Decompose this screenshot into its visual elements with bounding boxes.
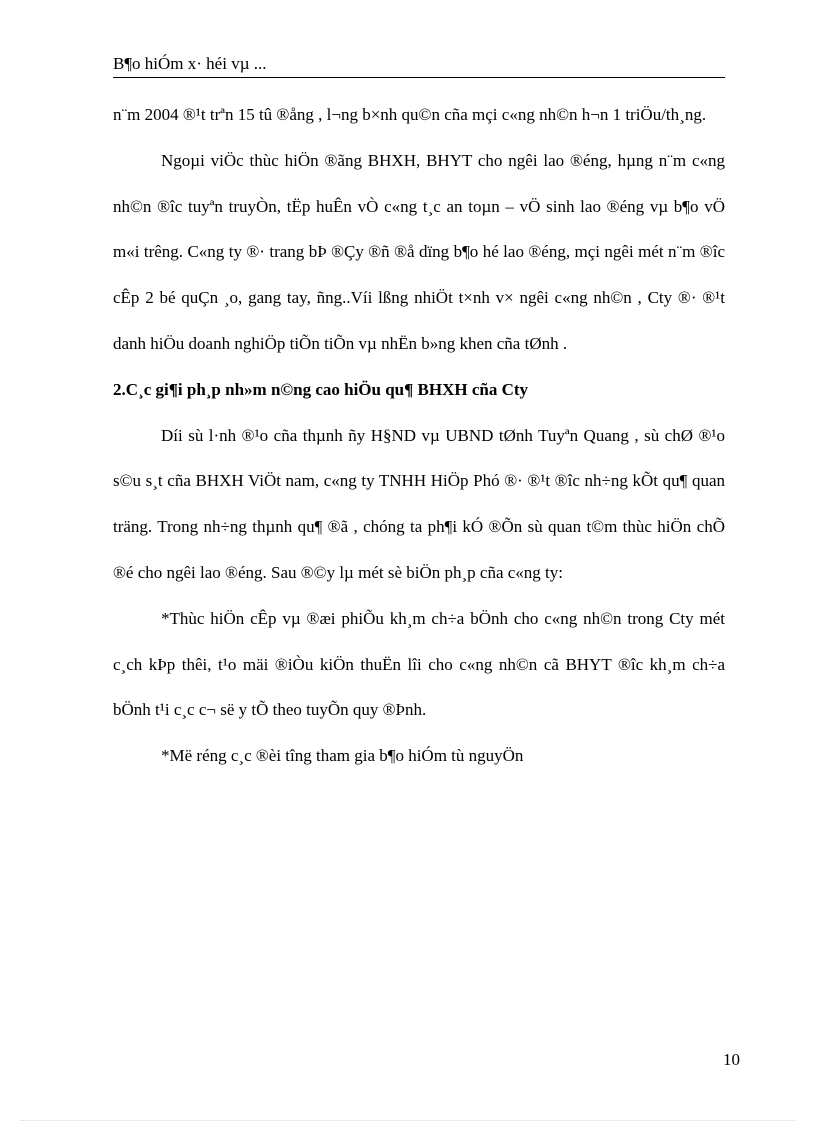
paragraph-4: *Thùc hiÖn cÊp vµ ®æi phiÕu kh¸m ch÷a bÖnh cho c«ng nh©n trong Cty mét c¸ch kÞp thêi, t¹o mäi ®iÒu kiÖn thuËn lîi cho c«ng nh©n cã BHYT ®îc kh¸m ch÷a bÖnh t¹i c¸c c¬ së y tÕ theo tuyÕn quy ®Þnh. [113, 608, 725, 720]
paragraph-2: Ngoµi viÖc thùc hiÖn ®ãng BHXH, BHYT cho ngêi lao ®éng, hµng n¨m c«ng nh©n ®îc tuyªn truyÒn, tËp huÊn vÒ c«ng t¸c an toµn – vÖ sinh lao ®éng vµ b¶o vÖ m«i trêng. C«ng ty ®· trang bÞ ®Çy ®ñ ®å dïng b¶o hé lao ®éng, mçi ngêi mét n¨m ®îc cÊp 2 bé quÇn ¸o, gang tay, ñng..Víi lßng nhiÖt t×nh v× ngêi c«ng nh©n , Cty ®· ®¹t danh hiÖu doanh nghiÖp tiÕn tiÕn vµ nhËn b»ng khen cña tØnh . [113, 150, 725, 353]
body-text [113, 92, 725, 779]
page-bottom-border [20, 1120, 796, 1121]
paragraph-1: n¨m 2004 ®¹t trªn 15 tû ®ång , l¬ng b×nh qu©n cña mçi c«ng nh©n h¬n 1 triÖu/th¸ng. [113, 105, 707, 124]
header-divider [113, 77, 725, 78]
paragraph-3: Díi sù l·nh ®¹o cña thµnh ñy H§ND vµ UBND tØnh Tuyªn Quang , sù chØ ®¹o s©u s¸t cña BHXH ViÖt nam, c«ng ty TNHH HiÖp Phó ®· ®¹t ®îc nh÷ng kÕt qu¶ quan träng. Trong nh÷ng thµnh qu¶ ®ã , chóng ta ph¶i kÓ ®Õn sù quan t©m thùc hiÖn chÕ ®é cho ngêi lao ®éng. Sau ®©y lµ mét sè biÖn ph¸p cña c«ng ty: [113, 425, 725, 582]
section-heading: 2.C¸c gi¶i ph¸p nh»m n©ng cao hiÖu qu¶ BHXH cña Cty [113, 379, 529, 399]
page-number: 10 [723, 1050, 740, 1069]
running-header: B¶o hiÓm x· héi vµ ... [113, 54, 267, 73]
paragraph-5: *Më réng c¸c ®èi tîng tham gia b¶o hiÓm tù nguyÖn [161, 746, 524, 766]
